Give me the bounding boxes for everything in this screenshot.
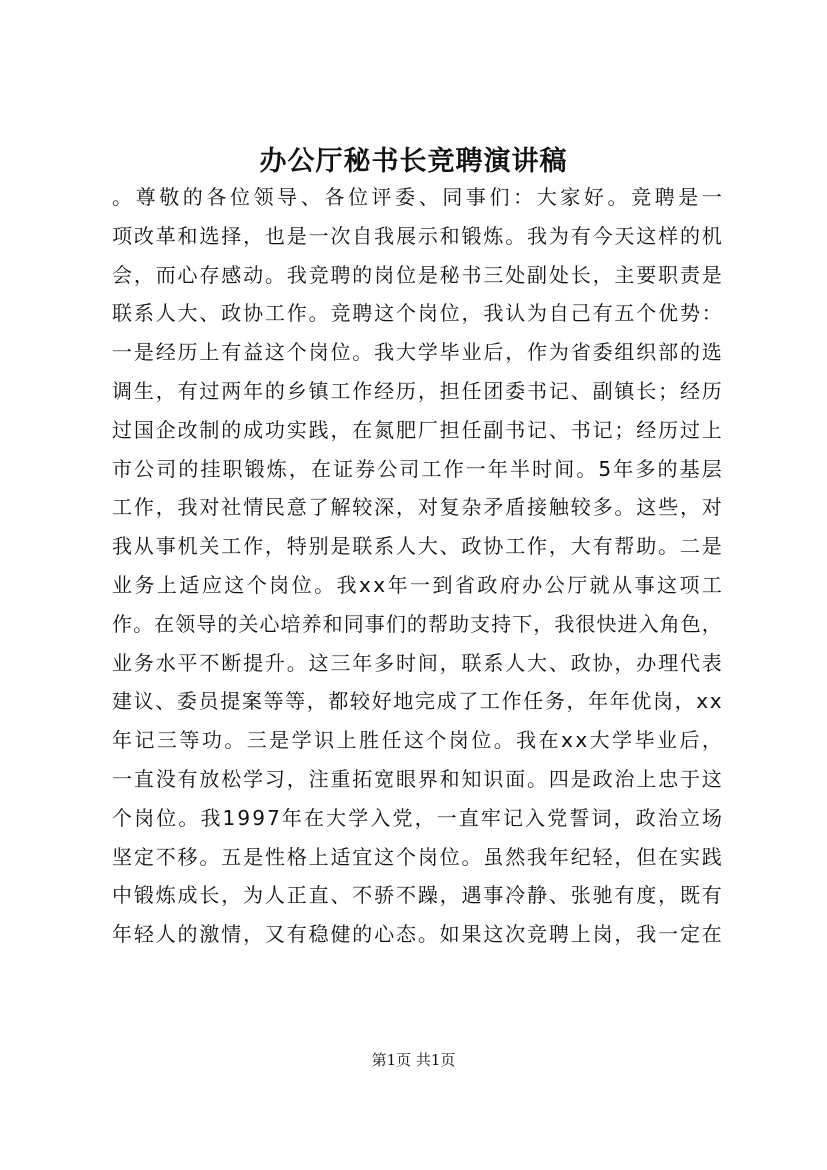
body-line: 业 务 上 适 应 这 个 岗 位 。 我 x x 年 一 到 省 政 府 办 公 厅 就 从 事 这 项 工 <box>112 572 722 597</box>
body-line: 工 作 ， 我 对 社 情 民 意 了 解 较 深 ， 对 复 杂 矛 盾 接 触 较 多 。 这 些 ， 对 <box>112 495 722 520</box>
body-line: 年 轻 人 的 激 情 ， 又 有 稳 健 的 心 态 。 如 果 这 次 竞 聘 上 岗 ， 我 一 定 在 <box>112 922 722 947</box>
body-line: 市 公 司 的 挂 职 锻 炼 ， 在 证 券 公 司 工 作 一 年 半 时 间 。 5 年 多 的 基 层 <box>112 456 722 481</box>
body-line: 年 记 三 等 功 。 三 是 学 识 上 胜 任 这 个 岗 位 。 我 在 x x 大 学 毕 业 后 ， <box>112 728 722 753</box>
document-title: 办公厅秘书长竞聘演讲稿 <box>259 146 568 177</box>
document-body <box>112 178 722 954</box>
body-line: 我 从 事 机 关 工 作 ， 特 别 是 联 系 人 大 、 政 协 工 作 ， 大 有 帮 助 。 二 是 <box>112 534 722 559</box>
body-line: 过 国 企 改 制 的 成 功 实 践 ， 在 氮 肥 厂 担 任 副 书 记 、 书 记 ； 经 历 过 上 <box>112 417 722 442</box>
body-line: 一 是 经 历 上 有 益 这 个 岗 位 。 我 大 学 毕 业 后 ， 作 为 省 委 组 织 部 的 选 <box>112 340 722 365</box>
body-line: 调 生 ， 有 过 两 年 的 乡 镇 工 作 经 历 ， 担 任 团 委 书 记 、 副 镇 长 ； 经 历 <box>112 378 722 403</box>
body-line: 会 ， 而 心 存 感 动 。 我 竞 聘 的 岗 位 是 秘 书 三 处 副 处 长 ， 主 要 职 责 是 <box>112 262 722 287</box>
body-line: 中 锻 炼 成 长 ， 为 人 正 直 、 不 骄 不 躁 ， 遇 事 冷 静 、 张 驰 有 度 ， 既 有 <box>112 883 722 908</box>
body-line: 业 务 水 平 不 断 提 升 。 这 三 年 多 时 间 ， 联 系 人 大 、 政 协 ， 办 理 代 表 <box>112 650 722 675</box>
body-line: 建 议 、 委 员 提 案 等 等 ， 都 较 好 地 完 成 了 工 作 任 务 ， 年 年 优 岗 ， x x <box>112 689 722 714</box>
body-line: 一 直 没 有 放 松 学 习 ， 注 重 拓 宽 眼 界 和 知 识 面 。 四 是 政 治 上 忠 于 这 <box>112 766 722 791</box>
body-line: 坚 定 不 移 。 五 是 性 格 上 适 宜 这 个 岗 位 。 虽 然 我 年 纪 轻 ， 但 在 实 践 <box>112 844 722 869</box>
page-footer: 第1页 共1页 <box>371 1051 456 1069</box>
body-line: 。 尊 敬 的 各 位 领 导 、 各 位 评 委 、 同 事 们 ： 大 家 好 。 竞 聘 是 一 <box>112 185 722 209</box>
body-line: 作 。 在 领 导 的 关 心 培 养 和 同 事 们 的 帮 助 支 持 下 ， 我 很 快 进 入 角 色 ， <box>112 611 722 636</box>
body-line: 个 岗 位 。 我 1 9 9 7 年 在 大 学 入 党 ， 一 直 牢 记 入 党 誓 词 ， 政 治 立 场 <box>112 805 722 830</box>
body-line: 项 改 革 和 选 择 ， 也 是 一 次 自 我 展 示 和 锻 炼 。 我 为 有 今 天 这 样 的 机 <box>112 223 722 248</box>
body-line: 联 系 人 大 、 政 协 工 作 。 竞 聘 这 个 岗 位 ， 我 认 为 自 己 有 五 个 优 势 ： <box>112 301 722 326</box>
